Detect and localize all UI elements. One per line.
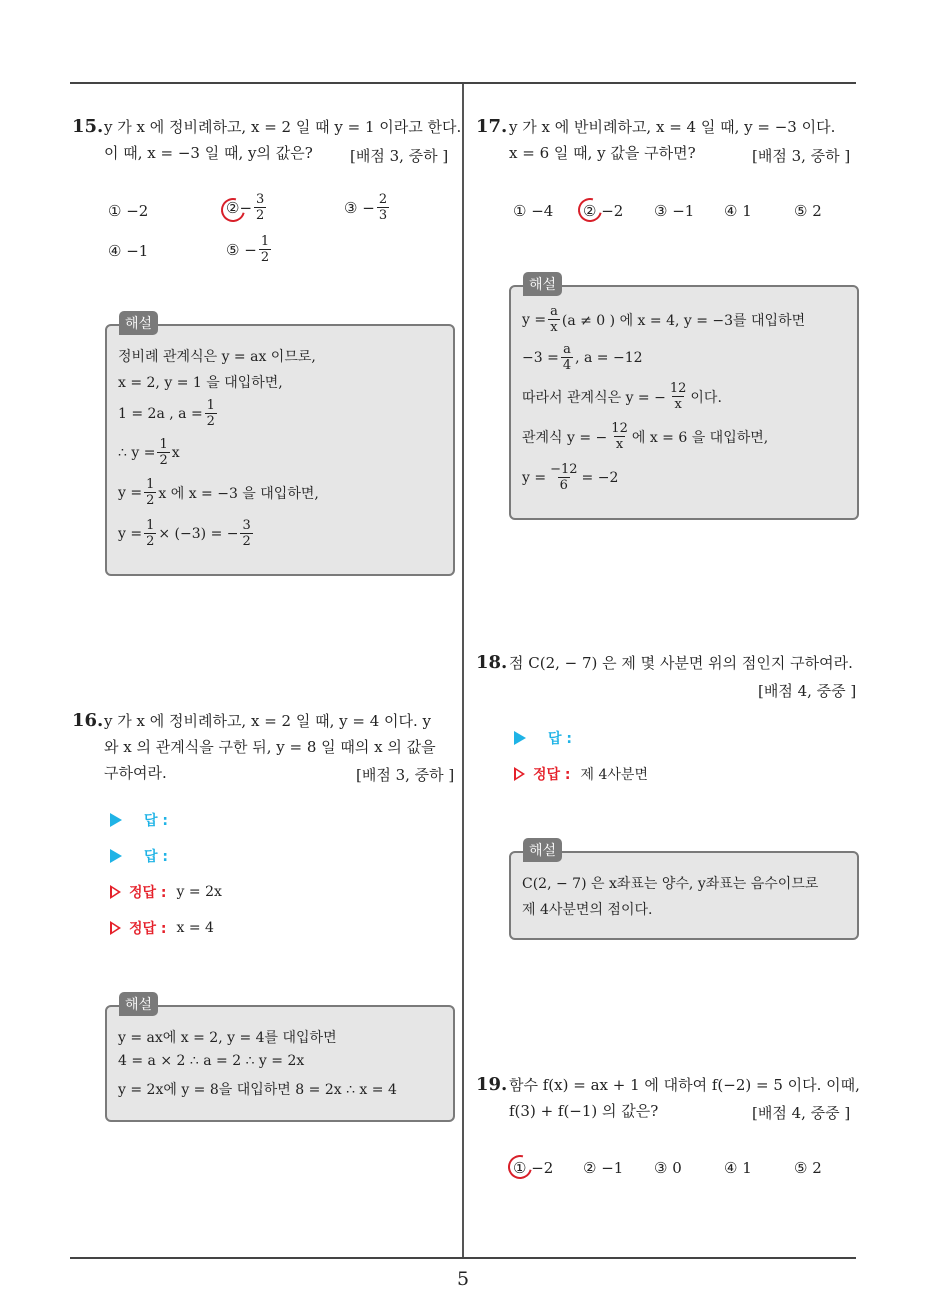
sol-text: = −2 <box>581 469 619 486</box>
q17-option-4[interactable]: ④ 1 <box>724 202 752 220</box>
q15-sol-line1: 정비례 관계식은 y = ax 이므로, <box>118 349 316 365</box>
correct-value: 제 4사분면 <box>580 767 648 783</box>
q15-option-4[interactable]: ④ −1 <box>108 242 149 260</box>
question-15-number: 15. <box>72 116 104 137</box>
question-15-line1: y 가 x 에 정비례하고, x = 2 일 때 y = 1 이라고 한다. <box>104 118 462 136</box>
frac-num: −12 <box>550 462 578 477</box>
frac-num: a <box>563 342 571 357</box>
q17-sol-line5 <box>522 462 618 493</box>
q18-sol-line1: C(2, − 7) 은 x좌표는 양수, y좌표는 음수이므로 <box>522 876 819 892</box>
page-number: 5 <box>456 1268 470 1290</box>
q16-sol-line3: y = 2x에 y = 8을 대입하면 8 = 2x ∴ x = 4 <box>118 1082 397 1098</box>
q17-option-5[interactable]: ⑤ 2 <box>794 202 822 220</box>
frac-num: 2 <box>378 192 388 207</box>
q15-option-5-sign: − <box>244 240 257 259</box>
question-18-line1: 점 C(2, − 7) 은 제 몇 사분면 위의 점인지 구하여라. <box>509 654 853 672</box>
q19-option-1-value: −2 <box>531 1159 554 1177</box>
frac-num: 12 <box>611 421 628 436</box>
correct-value: y = 2x <box>176 884 222 900</box>
frac-den: 2 <box>146 493 155 508</box>
sol-text: y = <box>118 525 143 542</box>
q19-option-5[interactable]: ⑤ 2 <box>794 1159 822 1177</box>
answer-label: 답 : <box>548 731 572 747</box>
sol-text: 이다. <box>690 389 722 406</box>
q19-option-2[interactable]: ② −1 <box>583 1159 624 1177</box>
frac-den: 6 <box>559 478 568 493</box>
q15-sol-line2: x = 2, y = 1 을 대입하면, <box>118 375 283 391</box>
sol-text: ∴ y = <box>118 444 156 461</box>
q15-option-3[interactable] <box>344 192 391 223</box>
sol-fraction <box>240 518 252 549</box>
correct-value: x = 4 <box>176 920 214 936</box>
q15-sol-line5 <box>118 477 319 508</box>
q16-answer-2[interactable] <box>110 846 168 866</box>
q18-solution-box <box>509 851 859 940</box>
sol-fraction <box>157 437 169 468</box>
frac-num: 1 <box>260 234 270 249</box>
play-icon <box>110 849 122 863</box>
q17-sol-line1 <box>522 304 805 335</box>
answer-label: 답 : <box>144 813 168 829</box>
sol-text: y = <box>118 484 143 501</box>
question-15-line2: 이 때, x = −3 일 때, y의 값은? <box>104 144 313 162</box>
q15-sol-line3 <box>118 398 219 429</box>
frac-num: 1 <box>206 398 215 413</box>
frac-den: 2 <box>159 453 168 468</box>
sol-fraction <box>548 462 579 493</box>
q15-option-5-mark: ⑤ <box>226 240 240 259</box>
sol-text: × (−3) = − <box>158 525 239 542</box>
q15-option-2-sign: − <box>239 198 253 217</box>
frac-num: 1 <box>146 477 155 492</box>
q19-option-3[interactable]: ③ 0 <box>654 1159 682 1177</box>
question-18-meta: [배점 4, 중중 ] <box>758 682 857 700</box>
column-divider <box>462 84 464 1258</box>
q16-sol-line2: 4 = a × 2 ∴ a = 2 ∴ y = 2x <box>118 1053 305 1069</box>
answer-circle-mark <box>504 1151 537 1184</box>
correct-label: 정답 : <box>129 921 167 937</box>
frac-den: x <box>550 320 558 335</box>
q18-sol-line2: 제 4사분면의 점이다. <box>522 902 653 918</box>
q18-correct-1 <box>514 764 648 784</box>
question-16-line1: y 가 x 에 정비례하고, x = 2 일 때, y = 4 이다. y <box>104 712 432 730</box>
frac-den: 2 <box>146 534 155 549</box>
question-17-meta: [배점 3, 중하 ] <box>752 147 851 165</box>
frac-num: a <box>550 304 558 319</box>
q15-option-5[interactable] <box>226 234 273 265</box>
q15-option-3-sign: − <box>362 198 375 217</box>
sol-fraction <box>561 342 573 373</box>
sol-fraction <box>668 381 689 412</box>
q15-sol-line4 <box>118 437 180 468</box>
q17-option-3[interactable]: ③ −1 <box>654 202 695 220</box>
sol-text: x <box>171 444 180 461</box>
question-17-line1: y 가 x 에 반비례하고, x = 4 일 때, y = −3 이다. <box>509 118 836 136</box>
q17-option-2-mark: ② <box>583 202 597 220</box>
q16-sol-line1: y = ax에 x = 2, y = 4를 대입하면 <box>118 1030 337 1046</box>
frac-den: 3 <box>378 208 388 223</box>
q15-solution-tag: 해설 <box>119 311 158 335</box>
sol-fraction <box>144 477 156 508</box>
question-19-line2: f(3) + f(−1) 의 값은? <box>509 1102 659 1120</box>
sol-fraction <box>609 421 630 452</box>
q17-solution-tag: 해설 <box>523 272 562 296</box>
frac-num: 3 <box>256 192 265 207</box>
q18-solution-tag: 해설 <box>523 838 562 862</box>
frac-den: x <box>615 437 624 452</box>
q15-sol-line6 <box>118 518 255 549</box>
question-16-meta: [배점 3, 중하 ] <box>356 766 455 784</box>
q19-option-1-mark: ① <box>513 1159 527 1177</box>
q15-option-3-fraction <box>377 192 389 223</box>
frac-num: 12 <box>669 381 687 396</box>
question-15-meta: [배점 3, 중하 ] <box>350 147 449 165</box>
q15-option-2-mark: ② <box>226 198 240 217</box>
sol-text: −3 = <box>522 349 559 366</box>
sol-text: , a = −12 <box>575 349 643 366</box>
frac-den: 4 <box>562 358 572 373</box>
frac-den: 2 <box>256 208 265 223</box>
outline-play-icon <box>110 885 121 899</box>
question-18-number: 18. <box>476 652 508 673</box>
frac-den: 2 <box>242 534 251 549</box>
q15-option-5-fraction <box>259 234 271 265</box>
sol-text: x 에 x = −3 을 대입하면, <box>158 485 319 502</box>
frac-num: 1 <box>159 437 168 452</box>
q16-correct-1 <box>110 882 222 902</box>
q17-option-2-value: −2 <box>601 202 624 220</box>
sol-text: 따라서 관계식은 y = − <box>522 389 666 406</box>
frac-num: 3 <box>242 518 251 533</box>
q16-answer-1[interactable] <box>110 810 168 830</box>
question-17-line2: x = 6 일 때, y 값을 구하면? <box>509 144 696 162</box>
question-19-line1: 함수 f(x) = ax + 1 에 대하여 f(−2) = 5 이다. 이때, <box>509 1076 860 1094</box>
question-16-line2: 와 x 의 관계식을 구한 뒤, y = 8 일 때의 x 의 값을 <box>104 738 436 756</box>
question-19-meta: [배점 4, 중중 ] <box>752 1104 851 1122</box>
q15-option-3-mark: ③ <box>344 198 358 217</box>
frac-den: 2 <box>260 250 270 265</box>
sol-text: 1 = 2a , a = <box>118 405 203 422</box>
play-icon <box>514 731 526 745</box>
question-17-number: 17. <box>476 116 508 137</box>
sol-text: y = <box>522 469 547 486</box>
frac-den: x <box>674 397 682 412</box>
sol-text: 관계식 y = − <box>522 429 608 446</box>
answer-label: 답 : <box>144 849 168 865</box>
q18-answer-1[interactable] <box>514 728 572 748</box>
frac-num: 1 <box>146 518 155 533</box>
outline-play-icon <box>514 767 525 781</box>
sol-fraction <box>144 518 156 549</box>
bottom-rule <box>70 1257 856 1259</box>
q15-option-1[interactable]: ① −2 <box>108 202 149 220</box>
q16-correct-2 <box>110 918 214 938</box>
sol-text: 에 x = 6 을 대입하면, <box>631 429 769 446</box>
q17-sol-line2 <box>522 342 643 373</box>
question-16-line3: 구하여라. <box>104 764 167 782</box>
q17-sol-line3 <box>522 381 722 412</box>
q15-option-2-fraction <box>254 192 266 223</box>
correct-label: 정답 : <box>533 767 571 783</box>
q19-option-4[interactable]: ④ 1 <box>724 1159 752 1177</box>
sol-fraction <box>548 304 560 335</box>
play-icon <box>110 813 122 827</box>
q16-solution-tag: 해설 <box>119 992 158 1016</box>
sol-fraction <box>205 398 217 429</box>
answer-circle-mark <box>574 194 607 227</box>
frac-den: 2 <box>206 414 215 429</box>
sol-text: y = <box>522 311 547 328</box>
outline-play-icon <box>110 921 121 935</box>
correct-label: 정답 : <box>129 885 167 901</box>
question-19-number: 19. <box>476 1074 508 1095</box>
question-16-number: 16. <box>72 710 104 731</box>
sol-text: (a ≠ 0 ) 에 x = 4, y = −3를 대입하면 <box>561 312 806 329</box>
q17-sol-line4 <box>522 421 768 452</box>
q17-option-1[interactable]: ① −4 <box>513 202 554 220</box>
